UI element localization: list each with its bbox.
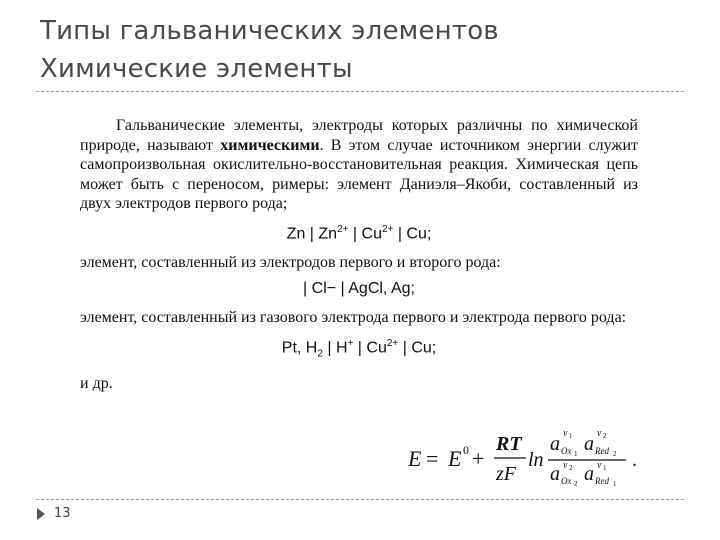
paragraph-1-text-b: . В этом случае источником энергии служит самопроизвольная окислительно-восстановительная реакция. Химическая цепь может быть с переносом, римеры: элемент Даниэля–Якоби, составленный из двух электродов первого рода;: [80, 136, 638, 212]
paragraph-1: [80, 116, 638, 214]
bottom-divider: [36, 499, 684, 500]
formula-daniell: Zn | $Zn^{2+}$ | $Cu^{2+}$ | Cu;: [286, 223, 432, 242]
paragraph-1-text-a: Гальванические элементы, электроды которых различны по химической природе, называют: [80, 117, 638, 154]
page-number: 13: [54, 506, 71, 521]
nernst-plus: +: [472, 446, 485, 471]
nernst-nu2: ν: [597, 428, 602, 439]
nernst-ln: ln: [528, 449, 544, 471]
nernst-red1-sub: 1: [613, 480, 617, 488]
nernst-nu1-sub: 1: [569, 432, 573, 440]
slide-body: [80, 116, 638, 393]
nernst-RT: RT: [496, 433, 522, 455]
nernst-red1: Red: [595, 476, 609, 486]
nernst-nu2-bottom: ν: [563, 460, 568, 471]
nernst-a-ox2: a: [550, 463, 560, 485]
nernst-E0: E: [448, 446, 462, 471]
nernst-red2-sub: 2: [613, 450, 617, 458]
nernst-nu1: ν: [563, 428, 568, 439]
nernst-ox1-sub: 1: [574, 450, 578, 458]
top-divider: [36, 91, 684, 92]
formula-hydrogen: Pt, $H_2$ | H+ | $Cu^{2+}$ | Cu;: [281, 337, 437, 360]
nernst-nu2-sub: 2: [603, 432, 607, 440]
slide-title: [40, 12, 499, 88]
bullet-arrow-icon: [37, 508, 45, 520]
nernst-red2: Red: [595, 446, 609, 456]
nernst-E: E: [408, 446, 422, 471]
paragraph-2: элемент, составленный из электродов первого и второго рода:: [80, 254, 501, 272]
nernst-zero: 0: [463, 443, 469, 457]
nernst-equals: =: [426, 446, 439, 471]
nernst-period: .: [632, 449, 637, 471]
nernst-a-red1: a: [584, 463, 594, 485]
nernst-a-red2: a: [584, 433, 594, 455]
paragraph-1-bold: химическими: [220, 136, 320, 154]
nernst-ox2-sub: 2: [574, 480, 578, 488]
nernst-zF: zF: [496, 463, 516, 485]
nernst-ox2: Ox: [561, 476, 572, 486]
formula-silver-chloride: [80, 279, 638, 299]
nernst-equation-svg: [408, 428, 648, 492]
nernst-a-ox1: a: [550, 433, 560, 455]
nernst-nu1-bottom-sub: 1: [603, 464, 607, 472]
title-line-1: Типы гальванических элементов: [40, 16, 499, 46]
formula-2-text: | Cl− | AgCl, Ag;: [303, 279, 415, 297]
nernst-nu1-bottom: ν: [597, 460, 602, 471]
nernst-ox1: Ox: [561, 446, 572, 456]
title-line-2: Химические элементы: [40, 54, 353, 84]
nernst-nu2-bottom-sub: 2: [569, 464, 573, 472]
nernst-equation: [408, 428, 648, 492]
paragraph-3: элемент, составленный из газового электрода первого и электрода первого рода:: [80, 309, 627, 327]
paragraph-4: и др.: [80, 374, 113, 392]
